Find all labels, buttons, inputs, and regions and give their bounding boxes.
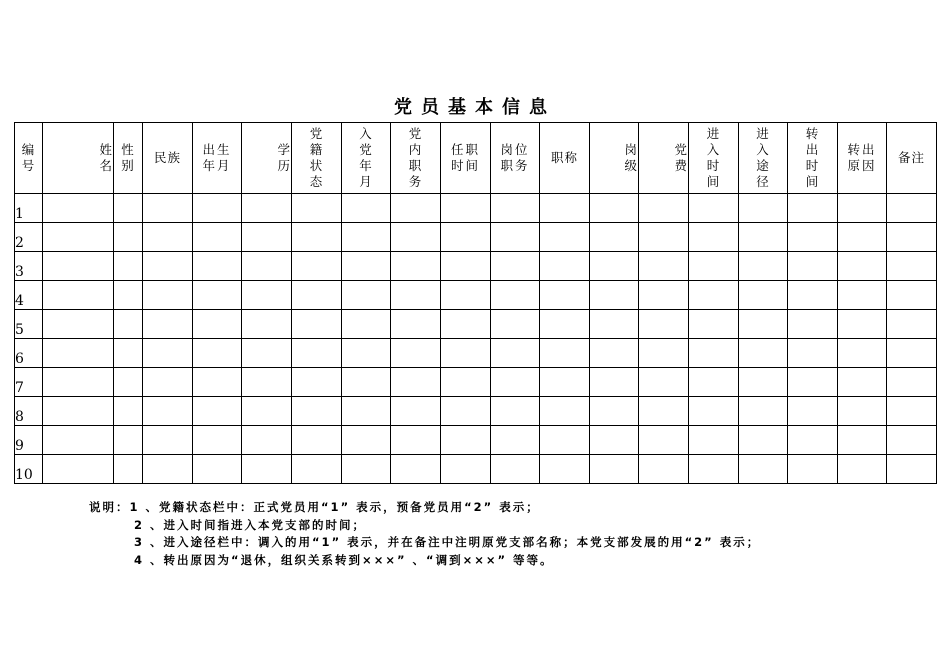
table-cell[interactable] [590, 368, 639, 397]
table-cell[interactable] [540, 223, 590, 252]
table-cell[interactable] [838, 194, 887, 223]
table-cell[interactable] [242, 223, 292, 252]
table-cell[interactable] [43, 426, 114, 455]
table-cell[interactable] [788, 397, 838, 426]
header-cell: 入党年月 [342, 123, 391, 194]
row-number: 1 [15, 194, 43, 223]
table-cell[interactable] [739, 426, 788, 455]
table-cell[interactable] [242, 455, 292, 484]
table-cell[interactable] [242, 368, 292, 397]
table-cell[interactable] [114, 455, 143, 484]
table-cell[interactable] [590, 426, 639, 455]
table-cell[interactable] [114, 339, 143, 368]
table-cell[interactable] [242, 194, 292, 223]
table-cell[interactable] [441, 281, 491, 310]
table-cell[interactable] [43, 397, 114, 426]
table-cell[interactable] [689, 252, 739, 281]
header-row [15, 123, 937, 194]
row-number: 5 [15, 310, 43, 339]
table-cell[interactable] [43, 310, 114, 339]
table-cell[interactable] [342, 368, 391, 397]
table-cell[interactable] [887, 223, 937, 252]
table-cell[interactable] [838, 455, 887, 484]
table-cell[interactable] [43, 368, 114, 397]
table-cell[interactable] [441, 397, 491, 426]
table-row [15, 397, 937, 426]
header-cell: 转出原因 [838, 123, 887, 194]
table-cell[interactable] [838, 397, 887, 426]
table-cell[interactable] [689, 397, 739, 426]
table-cell[interactable] [540, 397, 590, 426]
table-cell[interactable] [491, 252, 540, 281]
table-cell[interactable] [689, 223, 739, 252]
table-cell[interactable] [689, 455, 739, 484]
note-line: 1 、党籍状态栏中：正式党员用“1” 表示，预备党员用“2” 表示； [129, 500, 540, 514]
table-cell[interactable] [739, 455, 788, 484]
table-cell[interactable] [540, 194, 590, 223]
table-cell[interactable] [391, 455, 441, 484]
table-cell[interactable] [689, 194, 739, 223]
table-cell[interactable] [193, 310, 242, 339]
row-number: 3 [15, 252, 43, 281]
table-cell[interactable] [114, 368, 143, 397]
table-cell[interactable] [887, 426, 937, 455]
table-cell[interactable] [788, 310, 838, 339]
table-cell[interactable] [193, 223, 242, 252]
header-cell: 备注 [887, 123, 937, 194]
table-cell[interactable] [788, 194, 838, 223]
table-cell[interactable] [689, 310, 739, 339]
table-cell[interactable] [590, 223, 639, 252]
table-cell[interactable] [540, 339, 590, 368]
table-cell[interactable] [491, 281, 540, 310]
table-cell[interactable] [639, 339, 689, 368]
table-cell[interactable] [441, 368, 491, 397]
table-cell[interactable] [242, 397, 292, 426]
table-cell[interactable] [43, 223, 114, 252]
table-cell[interactable] [739, 368, 788, 397]
table-row [15, 310, 937, 339]
table-cell[interactable] [639, 281, 689, 310]
header-cell: 岗位职务 [491, 123, 540, 194]
table-cell[interactable] [689, 339, 739, 368]
header-cell: 党内职务 [391, 123, 441, 194]
table-row [15, 426, 937, 455]
table-cell[interactable] [292, 281, 342, 310]
table-cell[interactable] [342, 426, 391, 455]
table-cell[interactable] [739, 223, 788, 252]
row-number: 8 [15, 397, 43, 426]
table-cell[interactable] [342, 223, 391, 252]
table-cell[interactable] [143, 310, 193, 339]
table-cell[interactable] [114, 252, 143, 281]
table-cell[interactable] [739, 194, 788, 223]
table-cell[interactable] [689, 426, 739, 455]
table-cell[interactable] [114, 310, 143, 339]
table-cell[interactable] [391, 368, 441, 397]
table-cell[interactable] [292, 368, 342, 397]
table-cell[interactable] [739, 252, 788, 281]
table-cell[interactable] [143, 368, 193, 397]
table-row [15, 223, 937, 252]
table-cell[interactable] [193, 339, 242, 368]
table-cell[interactable] [788, 339, 838, 368]
table-cell[interactable] [887, 455, 937, 484]
table-cell[interactable] [292, 194, 342, 223]
table-cell[interactable] [491, 339, 540, 368]
table-cell[interactable] [590, 310, 639, 339]
table-cell[interactable] [193, 368, 242, 397]
header-cell: 性别 [114, 123, 143, 194]
table-row [15, 281, 937, 310]
table-cell[interactable] [193, 397, 242, 426]
table-cell[interactable] [441, 310, 491, 339]
table-cell[interactable] [43, 339, 114, 368]
table-cell[interactable] [292, 252, 342, 281]
table-cell[interactable] [788, 252, 838, 281]
table-cell[interactable] [838, 368, 887, 397]
table-row [15, 339, 937, 368]
row-number: 10 [15, 455, 43, 484]
table-cell[interactable] [114, 281, 143, 310]
table-cell[interactable] [590, 455, 639, 484]
table-cell[interactable] [114, 426, 143, 455]
table-cell[interactable] [143, 397, 193, 426]
note-line: 3 、进入途径栏中：调入的用“1” 表示，并在备注中注明原党支部名称；本党支部发展的用“2” 表示； [134, 535, 761, 549]
notes-section [89, 499, 760, 569]
table-cell[interactable] [441, 426, 491, 455]
table-cell[interactable] [114, 194, 143, 223]
table-cell[interactable] [689, 368, 739, 397]
table-cell[interactable] [193, 426, 242, 455]
table-cell[interactable] [342, 397, 391, 426]
table-cell[interactable] [491, 426, 540, 455]
table-cell[interactable] [838, 310, 887, 339]
table-cell[interactable] [114, 397, 143, 426]
table-cell[interactable] [838, 339, 887, 368]
table-cell[interactable] [342, 310, 391, 339]
table-cell[interactable] [689, 281, 739, 310]
table-cell[interactable] [540, 426, 590, 455]
table-cell[interactable] [491, 223, 540, 252]
table-cell[interactable] [491, 397, 540, 426]
header-cell: 编号 [15, 123, 43, 194]
table-cell[interactable] [788, 223, 838, 252]
table-cell[interactable] [292, 310, 342, 339]
row-number: 6 [15, 339, 43, 368]
table-cell[interactable] [639, 368, 689, 397]
table-cell[interactable] [639, 455, 689, 484]
table-cell[interactable] [342, 252, 391, 281]
table-cell[interactable] [292, 397, 342, 426]
table-cell[interactable] [838, 281, 887, 310]
table-cell[interactable] [739, 397, 788, 426]
table-cell[interactable] [590, 252, 639, 281]
table-cell[interactable] [143, 426, 193, 455]
row-number: 9 [15, 426, 43, 455]
table-cell[interactable] [391, 281, 441, 310]
table-cell[interactable] [639, 194, 689, 223]
table-cell[interactable] [391, 339, 441, 368]
table-cell[interactable] [590, 194, 639, 223]
table-cell[interactable] [639, 252, 689, 281]
table-row [15, 368, 937, 397]
header-cell: 岗级 [590, 123, 639, 194]
table-cell[interactable] [491, 368, 540, 397]
header-cell: 进入途径 [739, 123, 788, 194]
table-cell[interactable] [788, 426, 838, 455]
header-cell: 党费 [639, 123, 689, 194]
header-cell: 姓名 [43, 123, 114, 194]
table-cell[interactable] [441, 252, 491, 281]
table-cell[interactable] [441, 455, 491, 484]
member-info-table [14, 122, 937, 484]
table-cell[interactable] [143, 252, 193, 281]
header-cell: 转出时间 [788, 123, 838, 194]
table-cell[interactable] [491, 194, 540, 223]
table-cell[interactable] [342, 194, 391, 223]
table-cell[interactable] [590, 281, 639, 310]
table-cell[interactable] [540, 455, 590, 484]
table-cell[interactable] [391, 426, 441, 455]
table-cell[interactable] [590, 397, 639, 426]
table-cell[interactable] [887, 252, 937, 281]
table-cell[interactable] [441, 194, 491, 223]
table-cell[interactable] [391, 397, 441, 426]
table-cell[interactable] [143, 281, 193, 310]
table-cell[interactable] [540, 368, 590, 397]
table-cell[interactable] [292, 339, 342, 368]
table-cell[interactable] [590, 339, 639, 368]
table-cell[interactable] [739, 281, 788, 310]
table-cell[interactable] [838, 252, 887, 281]
header-cell: 党籍状态 [292, 123, 342, 194]
table-cell[interactable] [838, 426, 887, 455]
table-cell[interactable] [788, 368, 838, 397]
header-cell: 学历 [242, 123, 292, 194]
row-number: 2 [15, 223, 43, 252]
table-cell[interactable] [441, 223, 491, 252]
table-cell[interactable] [193, 281, 242, 310]
row-number: 7 [15, 368, 43, 397]
notes-label: 说明： [89, 500, 130, 514]
table-cell[interactable] [639, 397, 689, 426]
table-cell[interactable] [491, 455, 540, 484]
table-cell[interactable] [887, 368, 937, 397]
table-cell[interactable] [342, 339, 391, 368]
table-cell[interactable] [242, 281, 292, 310]
table-cell[interactable] [43, 455, 114, 484]
table-cell[interactable] [242, 252, 292, 281]
header-cell: 进入时间 [689, 123, 739, 194]
note-line: 4 、转出原因为“退休，组织关系转到×××” 、“调到×××” 等等。 [134, 552, 554, 567]
table-cell[interactable] [292, 455, 342, 484]
note-line: 2 、进入时间指进入本党支部的时间； [134, 517, 367, 532]
header-cell: 出生年月 [193, 123, 242, 194]
table-row [15, 194, 937, 223]
table-cell[interactable] [639, 223, 689, 252]
table-cell[interactable] [143, 223, 193, 252]
table-cell[interactable] [342, 455, 391, 484]
table-cell[interactable] [193, 455, 242, 484]
table-cell[interactable] [887, 310, 937, 339]
table-cell[interactable] [43, 252, 114, 281]
header-cell: 民族 [143, 123, 193, 194]
table-cell[interactable] [143, 194, 193, 223]
table-cell[interactable] [242, 310, 292, 339]
table-cell[interactable] [788, 281, 838, 310]
table-cell[interactable] [292, 426, 342, 455]
table-cell[interactable] [838, 223, 887, 252]
table-cell[interactable] [887, 281, 937, 310]
table-cell[interactable] [887, 194, 937, 223]
table-cell[interactable] [143, 339, 193, 368]
table-cell[interactable] [540, 252, 590, 281]
table-cell[interactable] [540, 281, 590, 310]
table-cell[interactable] [639, 310, 689, 339]
table-cell[interactable] [143, 455, 193, 484]
table-row [15, 252, 937, 281]
row-number: 4 [15, 281, 43, 310]
table-cell[interactable] [887, 339, 937, 368]
table-cell[interactable] [788, 455, 838, 484]
table-cell[interactable] [43, 281, 114, 310]
table-cell[interactable] [193, 194, 242, 223]
table-row [15, 455, 937, 484]
table-cell[interactable] [491, 310, 540, 339]
table-cell[interactable] [391, 223, 441, 252]
table-cell[interactable] [441, 339, 491, 368]
table-cell[interactable] [114, 223, 143, 252]
table-cell[interactable] [242, 426, 292, 455]
table-cell[interactable] [391, 194, 441, 223]
table-cell[interactable] [639, 426, 689, 455]
table-cell[interactable] [887, 397, 937, 426]
table-cell[interactable] [292, 223, 342, 252]
table-cell[interactable] [193, 252, 242, 281]
table-cell[interactable] [739, 339, 788, 368]
table-cell[interactable] [43, 194, 114, 223]
table-cell[interactable] [391, 310, 441, 339]
table-cell[interactable] [540, 310, 590, 339]
page-title: 党员基本信息 [394, 97, 556, 118]
table-cell[interactable] [242, 339, 292, 368]
table-cell[interactable] [739, 310, 788, 339]
header-cell: 职称 [540, 123, 590, 194]
table-cell[interactable] [342, 281, 391, 310]
header-cell: 任职时间 [441, 123, 491, 194]
table-cell[interactable] [391, 252, 441, 281]
